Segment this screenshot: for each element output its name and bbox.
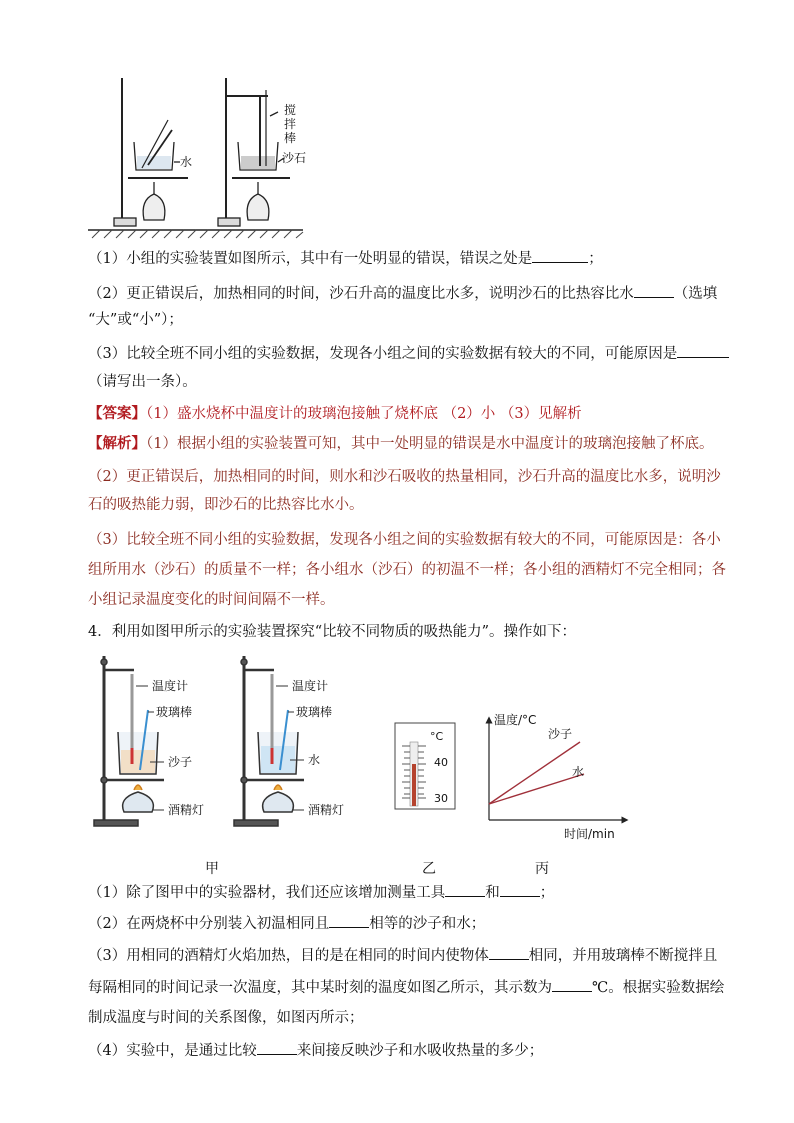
q3-answer: 【答案】（1）盛水烧杯中温度计的玻璃泡接触了烧杯底 （2）小 （3）见解析 [88, 405, 582, 422]
fig1-label-stir-2: 拌 [284, 117, 297, 131]
thermo-tick-40: 40 [434, 756, 448, 769]
answer-blank [634, 283, 674, 298]
figure-yi-thermometer [394, 722, 460, 812]
label-alcohol-lamp: 酒精灯 [168, 803, 205, 817]
q4-part2: （2）在两烧杯中分别装入初温相同且 相等的沙子和水； [88, 913, 704, 934]
label-water: 水 [308, 753, 321, 767]
graph-ylabel: 温度/°C [494, 713, 537, 727]
figure-1-apparatus [88, 70, 308, 240]
label-glass-rod-2: 玻璃棒 [296, 705, 333, 719]
answer-blank [552, 977, 592, 992]
caption-jia: 甲 [205, 861, 219, 877]
label-thermometer-2: 温度计 [292, 679, 329, 693]
line-water [489, 774, 584, 804]
thermo-unit: °C [430, 730, 444, 743]
q3-analysis-3c: 小组记录温度变化的时间间隔不一样。 [88, 592, 335, 608]
q3-part2: （2）更正错误后，加热相同的时间，沙石升高的温度比水多，说明沙石的比热容比水 （选填 [88, 283, 704, 304]
q3-analysis-3a: （3）比较全班不同小组的实验数据，发现各小组之间的实验数据有较大的不同，可能原因是：各小 [88, 532, 721, 548]
q3-analysis-3b: 组所用水（沙石）的质量不一样；各小组水（沙石）的初温不一样；各小组的酒精灯不完全相同；各 [88, 562, 726, 578]
q4-stem: 4．利用如图甲所示的实验装置探究“比较不同物质的吸热能力”。操作如下： [88, 624, 577, 640]
label-glass-rod: 玻璃棒 [156, 705, 193, 719]
q3-analysis-2b: 石的吸热能力弱，即沙石的比热容比水小。 [88, 497, 364, 513]
q3-analysis-1: 【解析】（1）根据小组的实验装置可知，其中一处明显的错误是水中温度计的玻璃泡接触了杯底。 [88, 435, 714, 452]
q3-part3: （3）比较全班不同小组的实验数据，发现各小组之间的实验数据有较大的不同，可能原因是 [88, 343, 704, 364]
label-sand: 沙子 [168, 755, 193, 769]
line-sand [489, 742, 580, 804]
q4-part1: （1）除了图甲中的实验器材，我们还应该增加测量工具 和 ； [88, 882, 704, 903]
caption-yi: 乙 [422, 861, 436, 877]
label-alcohol-lamp-2: 酒精灯 [308, 803, 345, 817]
q4-part3-cont: 每隔相同的时间记录一次温度，其中某时刻的温度如图乙所示，其示数为 ℃。根据实验数据绘 [88, 977, 704, 998]
answer-blank [329, 913, 369, 928]
figure-bing-graph [480, 708, 630, 844]
answer-blank [677, 343, 729, 358]
q3-analysis-2a: （2）更正错误后，加热相同的时间，则水和沙石吸收的热量相同，沙石升高的温度比水多，说明沙 [88, 469, 721, 485]
answer-blank [445, 882, 485, 897]
q3-part2-cont: “大”或“小”）； [88, 312, 183, 328]
fig1-label-water: 水 [180, 155, 193, 169]
q3-part3-cont: （请写出一条）。 [88, 374, 197, 390]
fig1-label-sand: 沙石 [282, 151, 307, 165]
graph-xlabel: 时间/min [564, 827, 615, 841]
answer-blank [489, 945, 529, 960]
q4-part4: （4）实验中，是通过比较 来间接反映沙子和水吸收热量的多少； [88, 1040, 704, 1061]
thermo-tick-30: 30 [434, 792, 448, 805]
label-thermometer: 温度计 [152, 679, 189, 693]
q4-part3: （3）用相同的酒精灯火焰加热，目的是在相同的时间内使物体 相同，并用玻璃棒不断搅拌且 [88, 945, 704, 966]
fig1-label-stir-3: 棒 [284, 131, 297, 145]
answer-blank [257, 1040, 297, 1055]
caption-bing: 丙 [535, 861, 549, 877]
fig1-label-stir-1: 搅 [284, 103, 297, 117]
answer-blank [500, 882, 540, 897]
q4-part3-cont2: 制成温度与时间的关系图像，如图丙所示； [88, 1010, 364, 1026]
q3-part1: （1）小组的实验装置如图所示，其中有一处明显的错误，错误之处是 ； [88, 248, 704, 269]
figure-jia-apparatus [88, 652, 378, 837]
series-label-water: 水 [572, 765, 585, 779]
series-label-sand: 沙子 [548, 727, 573, 741]
answer-blank [532, 248, 588, 263]
